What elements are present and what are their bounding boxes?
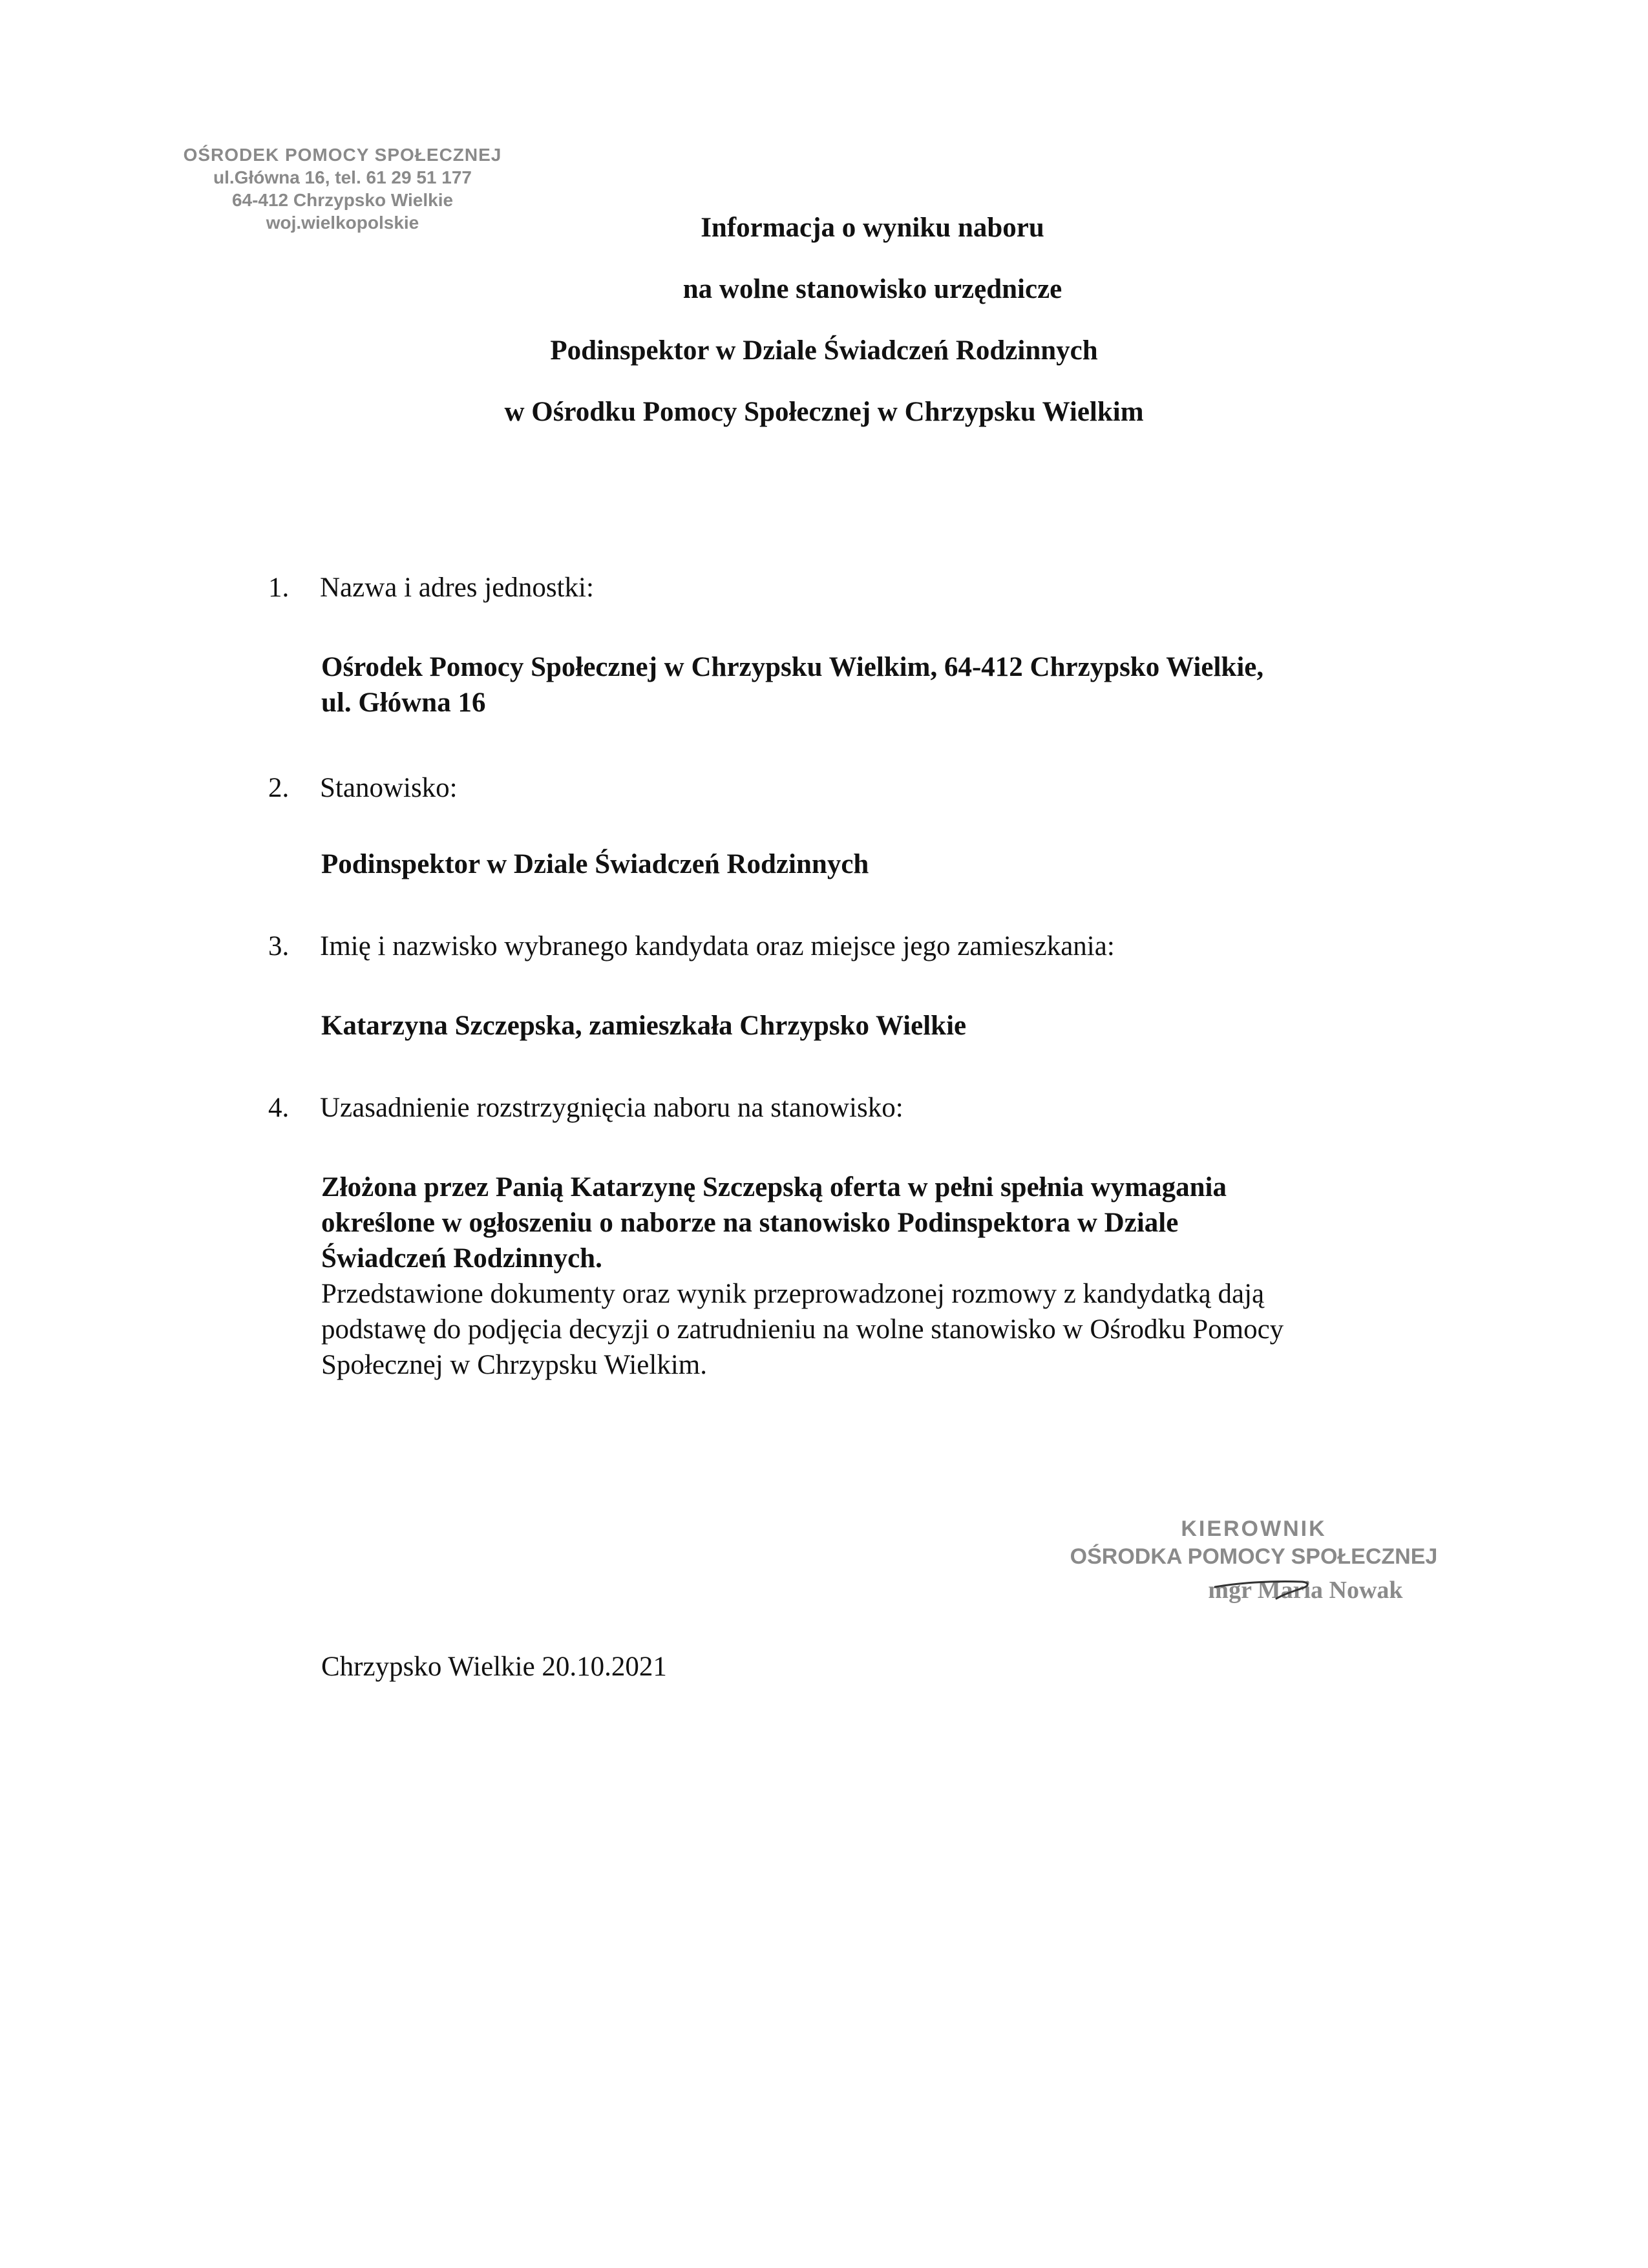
item-1-value-line-1: Ośrodek Pomocy Społecznej w Chrzypsku Wielkim, 64-412 Chrzypsko Wielkie, [321,652,1264,682]
stamp-org: OŚRODKA POMOCY SPOŁECZNEJ [1070,1544,1438,1569]
stamp-address: ul.Główna 16, tel. 61 29 51 177 [213,167,472,187]
item-2-number: 2. [268,773,290,803]
title-line-2: na wolne stanowisko urzędnicze [682,274,1062,304]
item-4-label: Uzasadnienie rozstrzygnięcia naboru na stanowisko: [320,1093,903,1123]
justification-bold-line-2: określone w ogłoszeniu o naborze na stanowisko Podinspektora w Dziale [321,1208,1179,1238]
item-1-label: Nazwa i adres jednostki: [320,572,594,603]
item-2-heading [268,772,458,804]
title-line-4: w Ośrodku Pomocy Społecznej w Chrzypsku Wielkim [504,397,1144,427]
stamp-org-name: OŚRODEK POMOCY SPOŁECZNEJ [183,145,502,165]
date-place: Chrzypsko Wielkie 20.10.2021 [321,1652,667,1682]
justification-line-2: podstawę do podjęcia decyzji o zatrudnieniu na wolne stanowisko w Ośrodku Pomocy [321,1314,1284,1345]
item-3-number: 3. [268,931,290,961]
title-line-3: Podinspektor w Dziale Świadczeń Rodzinnych [550,335,1098,366]
stamp-city: 64-412 Chrzypsko Wielkie [231,190,454,210]
justification-line-1: Przedstawione dokumenty oraz wynik przeprowadzonej rozmowy z kandydatką dają [321,1279,1265,1309]
justification-line-3: Społecznej w Chrzypsku Wielkim. [321,1350,707,1380]
justification-bold-line-3: Świadczeń Rodzinnych. [321,1243,602,1274]
item-2-value-text: Podinspektor w Dziale Świadczeń Rodzinnych [321,849,869,879]
item-3-value-text: Katarzyna Szczepska, zamieszkała Chrzypsko Wielkie [321,1011,967,1041]
item-4-justification [321,1170,1433,1383]
stamp-signatory-name: mgr Maria Nowak [1208,1577,1403,1604]
justification-bold-line-1: Złożona przez Panią Katarzynę Szczepską oferta w pełni spełnia wymagania [321,1172,1227,1202]
item-3-label: Imię i nazwisko wybranego kandydata oraz miejsce jego zamieszkania: [320,931,1115,961]
stamp-voivodeship: woj.wielkopolskie [266,213,419,233]
item-1-heading [268,572,594,604]
title-line-1: Informacja o wyniku naboru [701,213,1044,243]
item-1-value [321,649,1433,720]
item-2-value [321,846,1433,882]
handwritten-signature [1212,1569,1315,1601]
item-4-number: 4. [268,1093,290,1123]
stamp-position-title: KIEROWNIK [1181,1517,1327,1541]
item-2-label: Stanowisko: [320,773,458,803]
item-1-number: 1. [268,572,290,603]
item-3-value [321,1008,1433,1044]
item-4-heading [268,1092,903,1124]
item-3-heading [268,930,1115,962]
document-title [0,197,1648,443]
item-1-value-line-2: ul. Główna 16 [321,688,486,718]
